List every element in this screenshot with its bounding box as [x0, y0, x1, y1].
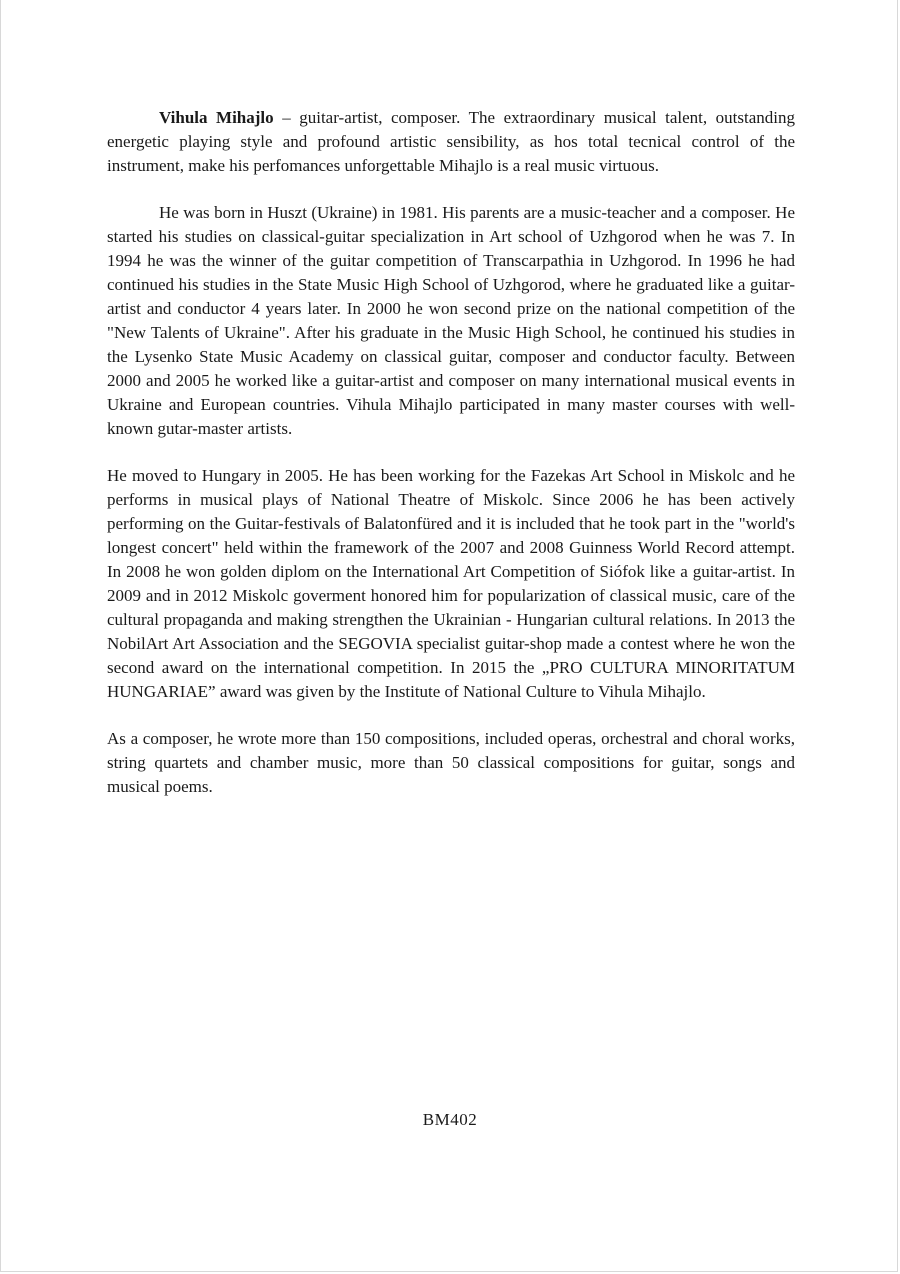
intro-text: – guitar-artist, composer. The extraordinary musical talent, outstanding energetic playing style and profound artistic sensibility, as hos total tecnical control of the instrument, make his perfomances unforgettable Mihajlo is a real music virtuous. — [107, 108, 795, 175]
artist-name: Vihula Mihajlo — [159, 108, 274, 127]
composer-paragraph: As a composer, he wrote more than 150 compositions, included operas, orchestral and choral works, string quartets and chamber music, more than 50 classical compositions for guitar, songs and musical poems. — [107, 729, 795, 796]
biography-paragraph: He was born in Huszt (Ukraine) in 1981. His parents are a music-teacher and a composer. He started his studies on classical-guitar specialization in Art school of Uzhgorod when he was 7. In 1994 he was the winner of the guitar competition of Transcarpathia in Uzhgorod. In 1996 he had continued his studies in the State Music High School of Uzhgorod, where he graduated like a guitar-artist and conductor 4 years later. In 2000 he won second prize on the national competition of the "New Talents of Ukraine". After his graduate in the Music High School, he continued his studies in the Lysenko State Music Academy on classical guitar, composer and conductor faculty. Between 2000 and 2005 he worked like a guitar-artist and composer on many international musical events in Ukraine and European countries. Vihula Mihajlo participated in many master courses with well-known gutar-master artists. — [107, 203, 795, 438]
document-body — [107, 106, 795, 822]
hungary-paragraph: He moved to Hungary in 2005. He has been working for the Fazekas Art School in Miskolc and he performs in musical plays of National Theatre of Miskolc. Since 2006 he has been actively performing on the Guitar-festivals of Balatonfüred and it is included that he took part in the "world's longest concert" held within the framework of the 2007 and 2008 Guinness World Record attempt. In 2008 he won golden diplom on the International Art Competition of Siófok like a guitar-artist. In 2009 and in 2012 Miskolc goverment honored him for popularization of classical music, care of the cultural propaganda and making strengthen the Ukrainian - Hungarian cultural relations. In 2013 the NobilArt Art Association and the SEGOVIA specialist guitar-shop made a contest where he won the second award on the international competition. In 2015 the „PRO CULTURA MINORITATUM HUNGARIAE” award was given by the Institute of National Culture to Vihula Mihajlo. — [107, 466, 795, 701]
intro-paragraph — [107, 106, 795, 178]
catalog-number: BM402 — [422, 1110, 478, 1129]
